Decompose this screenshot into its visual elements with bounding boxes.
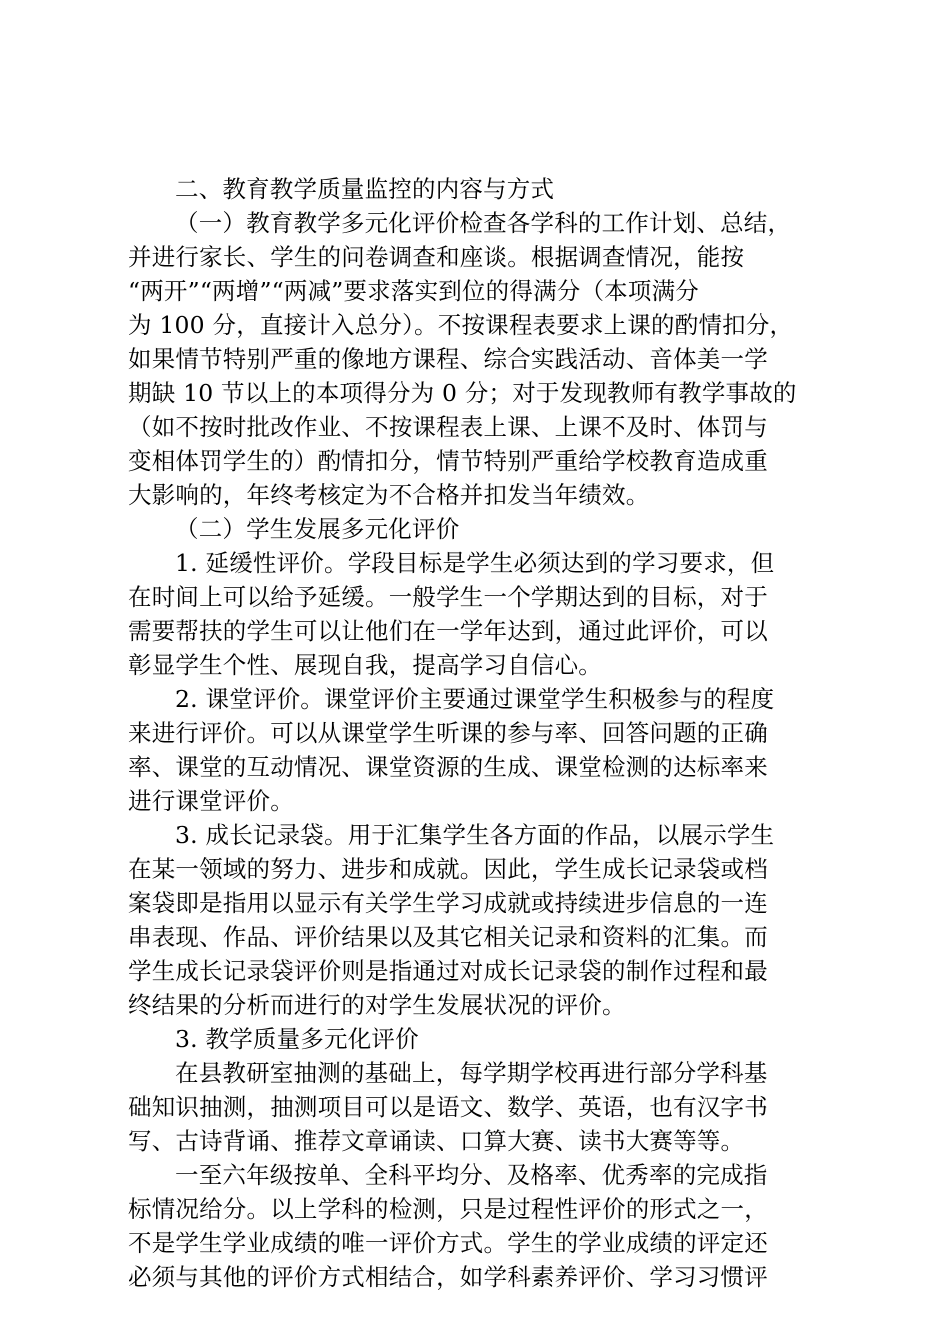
paragraph-line: 在县教研室抽测的基础上，每学期学校再进行部分学科基 (175, 1059, 768, 1087)
subsection-heading: 3. 教学质量多元化评价 (175, 1025, 419, 1053)
paragraph-line: （一）教育教学多元化评价检查各学科的工作计划、总结， (175, 209, 792, 237)
paragraph-line: 写、古诗背诵、推荐文章诵读、口算大赛、读书大赛等等。 (128, 1127, 745, 1155)
paragraph-line: 学生成长记录袋评价则是指通过对成长记录袋的制作过程和最 (128, 957, 768, 985)
paragraph-line: 大影响的，年终考核定为不合格并扣发当年绩效。 (128, 481, 650, 509)
paragraph-line: 串表现、作品、评价结果以及其它相关记录和资料的汇集。而 (128, 923, 768, 951)
paragraph-line: 在某一领域的努力、进步和成就。因此，学生成长记录袋或档 (128, 855, 768, 883)
paragraph-line: 1. 延缓性评价。学段目标是学生必须达到的学习要求，但 (175, 549, 775, 577)
paragraph-line: （如不按时批改作业、不按课程表上课、上课不及时、体罚与 (128, 413, 768, 441)
paragraph-line: 在时间上可以给予延缓。一般学生一个学期达到的目标，对于 (128, 583, 768, 611)
paragraph-line: 2. 课堂评价。课堂评价主要通过课堂学生积极参与的程度 (175, 685, 775, 713)
paragraph-line: 彰显学生个性、展现自我，提高学习自信心。 (128, 651, 602, 679)
paragraph-line: 必须与其他的评价方式相结合，如学科素养评价、学习习惯评 (128, 1263, 768, 1291)
paragraph-line: 不是学生学业成绩的唯一评价方式。学生的学业成绩的评定还 (128, 1229, 768, 1257)
section-heading: 二、教育教学质量监控的内容与方式 (175, 175, 555, 203)
paragraph-line: 率、课堂的互动情况、课堂资源的生成、课堂检测的达标率来 (128, 753, 768, 781)
paragraph-line: 如果情节特别严重的像地方课程、综合实践活动、音体美一学 (128, 345, 768, 373)
paragraph-line: 需要帮扶的学生可以让他们在一学年达到，通过此评价，可以 (128, 617, 768, 645)
paragraph-line: 并进行家长、学生的问卷调查和座谈。根据调查情况，能按 (128, 243, 745, 271)
paragraph-line: 3. 成长记录袋。用于汇集学生各方面的作品，以展示学生 (175, 821, 775, 849)
paragraph-line: 标情况给分。以上学科的检测，只是过程性评价的形式之一， (128, 1195, 768, 1223)
paragraph-line: 为 100 分，直接计入总分）。不按课程表要求上课的酌情扣分， (128, 311, 794, 339)
paragraph-line: 础知识抽测，抽测项目可以是语文、数学、英语，也有汉字书 (128, 1093, 768, 1121)
paragraph-line: “两开”“两增”“两减”要求落实到位的得满分（本项满分 (128, 277, 699, 305)
subsection-heading: （二）学生发展多元化评价 (175, 515, 460, 543)
paragraph-line: 来进行评价。可以从课堂学生听课的参与率、回答问题的正确 (128, 719, 768, 747)
paragraph-line: 变相体罚学生的）酌情扣分，情节特别严重给学校教育造成重 (128, 447, 768, 475)
paragraph-line: 进行课堂评价。 (128, 787, 294, 815)
paragraph-line: 终结果的分析而进行的对学生发展状况的评价。 (128, 991, 626, 1019)
paragraph-line: 期缺 10 节以上的本项得分为 0 分；对于发现教师有教学事故的 (128, 379, 797, 407)
paragraph-line: 一至六年级按单、全科平均分、及格率、优秀率的完成指 (175, 1161, 768, 1189)
paragraph-line: 案袋即是指用以显示有关学生学习成就或持续进步信息的一连 (128, 889, 768, 917)
